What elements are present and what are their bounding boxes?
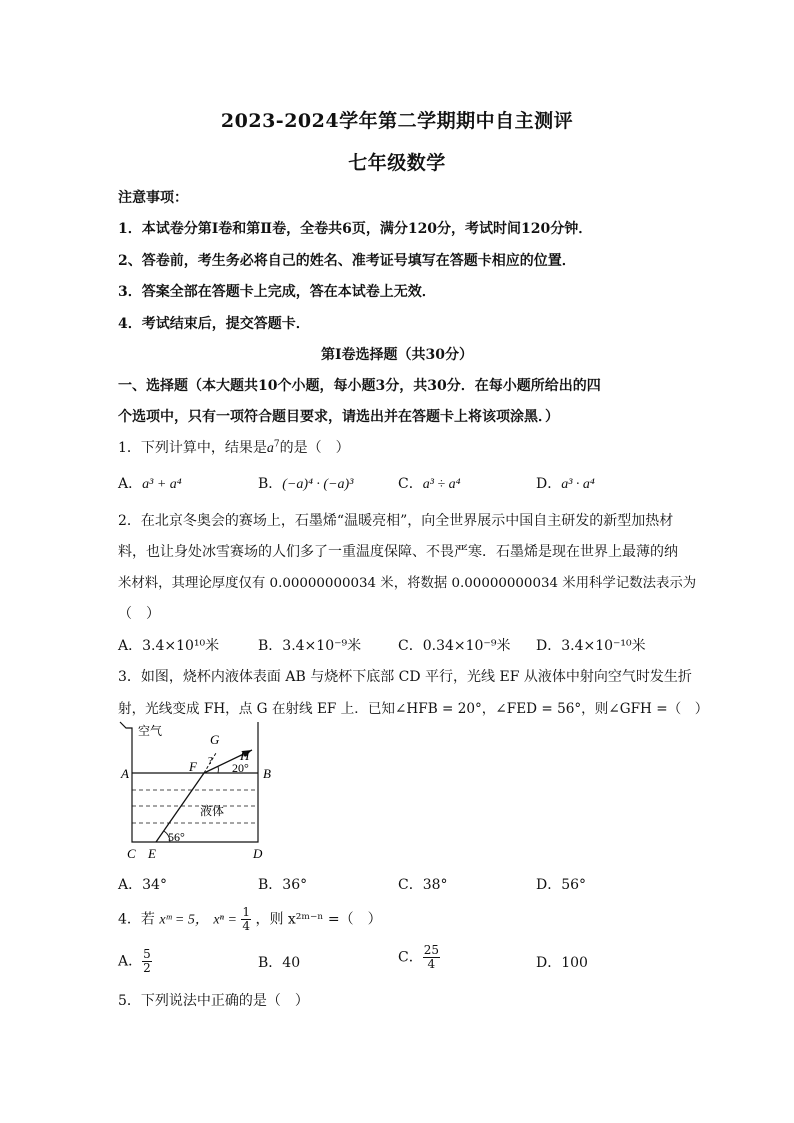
question-1-stem [118, 437, 350, 457]
air-label: 空气 [138, 724, 163, 738]
point-label: B [263, 766, 271, 781]
option-letter: B． [258, 476, 283, 492]
question-3-line: 3．如图，烧杯内液体表面 AB 与烧杯下底部 CD 平行，光线 EF 从液体中射向空气时发生折 [118, 669, 692, 685]
option-letter: C． [398, 877, 423, 893]
option-letter: C． [398, 949, 423, 966]
fraction-denominator: 4 [242, 919, 250, 933]
fraction-numerator: 1 [242, 905, 250, 919]
exam-title: 2023-2024学年第二学期期中自主测评 [220, 110, 574, 132]
beaker-outline [120, 722, 258, 842]
q4-stem-prefix: 4．若 [118, 911, 155, 928]
question-3-line: 射，光线变成 FH，点 G 在射线 EF 上．已知∠HFB = 20°，∠FED = 56°，则∠GFH =（ ） [118, 701, 709, 717]
liquid-label: 液体 [200, 804, 225, 818]
q1-option-c[interactable] [398, 473, 460, 493]
q4-option-d[interactable]: D．100 [536, 955, 588, 971]
option-text: 56° [561, 877, 587, 893]
option-letter: D． [536, 638, 562, 654]
option-letter: B． [258, 877, 283, 893]
angle-label-20: 20° [232, 761, 249, 775]
point-label: C [127, 846, 136, 861]
option-letter: A． [118, 638, 143, 654]
q1-option-b[interactable] [258, 473, 353, 493]
q2-option-c[interactable] [398, 635, 510, 655]
point-label: F [189, 759, 197, 774]
unknown-angle-label: ? [208, 755, 213, 767]
question-2-line: 料，也让身处冰雪赛场的人们多了一重温度保障、不畏严寒．石墨烯是现在世界上最薄的纳 [118, 544, 678, 560]
q1-option-d[interactable] [536, 473, 595, 493]
section-title: 第Ⅰ卷选择题（共30分） [320, 347, 474, 363]
option-text: (−a)⁴ · (−a)³ [282, 477, 354, 492]
option-text: 36° [282, 877, 308, 893]
point-label: A [121, 766, 129, 781]
q4-option-c[interactable] [398, 944, 440, 971]
q4-cond-2: xⁿ = [213, 912, 237, 928]
q4-option-a[interactable] [118, 948, 152, 975]
option-text: 0.34×10⁻⁹米 [422, 638, 511, 654]
question-4-stem [118, 906, 382, 933]
question-5-stem: 5．下列说法中正确的是（ ） [118, 993, 309, 1009]
question-2-line: （ ） [118, 606, 160, 622]
q3-option-b[interactable] [258, 874, 307, 894]
option-text: a³ · a⁴ [561, 477, 595, 492]
q1-option-a[interactable] [118, 473, 182, 493]
option-letter: A． [118, 953, 143, 970]
option-text: 34° [142, 877, 167, 893]
angle-label-56: 56° [168, 830, 185, 844]
notes-heading: 注意事项： [118, 190, 188, 206]
exam-subtitle: 七年级数学 [348, 152, 446, 174]
option-letter: C． [398, 638, 423, 654]
q3-option-a[interactable] [118, 874, 167, 894]
option-letter: B． [258, 638, 283, 654]
option-fraction [423, 944, 440, 971]
point-label: E [148, 846, 156, 861]
note-item: 3．答案全部在答题卡上完成，答在本试卷上无效． [118, 284, 436, 300]
q4-fraction [241, 906, 251, 933]
q1-stem-prefix: 1．下列计算中，结果是 [118, 440, 267, 456]
q1-stem-exp: 7 [273, 439, 280, 450]
fraction-numerator: 5 [143, 947, 151, 961]
note-item: 1．本试卷分第Ⅰ卷和第Ⅱ卷，全卷共6页，满分120分，考试时间120分钟． [118, 221, 593, 237]
option-text: 3.4×10⁻⁹米 [282, 638, 362, 654]
option-letter: A． [118, 877, 143, 893]
point-label: G [210, 732, 220, 747]
option-text: a³ + a⁴ [142, 477, 182, 492]
q2-option-a[interactable] [118, 635, 219, 655]
section-instruction: 个选项中，只有一项符合题目要求，请选出并在答题卡上将该项涂黑．） [118, 409, 559, 425]
point-label: D [253, 846, 263, 861]
fraction-denominator: 4 [427, 957, 436, 971]
option-text: a³ ÷ a⁴ [422, 477, 461, 492]
q1-stem-var: a [266, 441, 274, 456]
fraction-numerator: 25 [423, 943, 439, 957]
fraction-denominator: 2 [143, 961, 151, 975]
option-letter: C． [398, 476, 423, 492]
note-item: 4．考试结束后，提交答题卡． [118, 316, 310, 332]
option-letter: D． [536, 476, 562, 492]
section-instruction: 一、选择题（本大题共10个小题，每小题3分，共30分．在每小题所给出的四 [118, 378, 601, 394]
q2-option-b[interactable] [258, 635, 361, 655]
option-letter: A． [118, 476, 143, 492]
q4-stem-suffix: ，则 x²ᵐ⁻ⁿ =（ ） [255, 911, 382, 928]
q1-stem-suffix: 的是（ ） [279, 440, 350, 456]
q4-cond-1: xᵐ = 5， [159, 912, 209, 928]
q2-option-d[interactable] [536, 635, 646, 655]
point-label: H [240, 748, 250, 763]
option-text: 3.4×10⁻¹⁰米 [561, 638, 646, 654]
beaker-figure [118, 720, 278, 865]
q4-option-b[interactable]: B．40 [258, 955, 301, 971]
option-fraction [142, 948, 152, 975]
option-text: 3.4×10¹⁰米 [142, 638, 220, 654]
question-2-line: 米材料，其理论厚度仅有 0.00000000034 米，将数据 0.00000000034 米用科学记数法表示为 [118, 576, 697, 591]
q3-option-c[interactable] [398, 874, 448, 894]
option-text: 38° [422, 877, 448, 893]
option-letter: D． [536, 877, 562, 893]
note-item: 2、答卷前，考生务必将自己的姓名、准考证号填写在答题卡相应的位置． [118, 253, 576, 269]
q3-option-d[interactable] [536, 874, 586, 894]
question-2-line: 2．在北京冬奥会的赛场上，石墨烯“温暖亮相”，向全世界展示中国自主研发的新型加热材 [118, 513, 674, 529]
